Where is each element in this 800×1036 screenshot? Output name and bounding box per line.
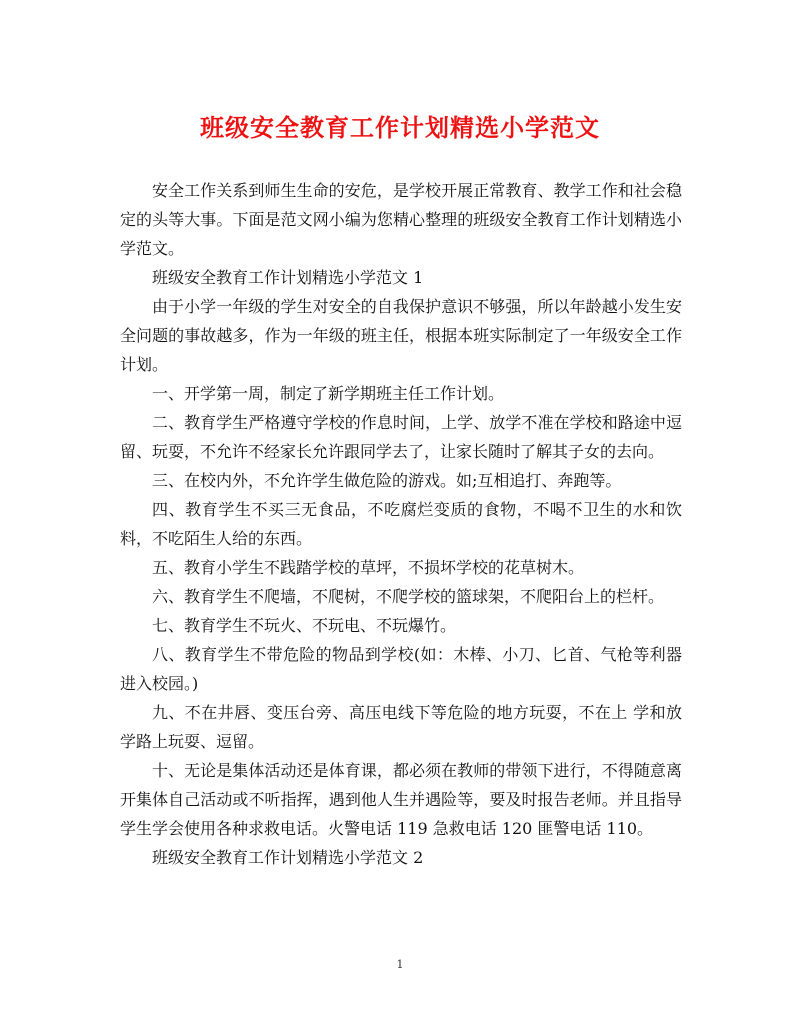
list-item-2: 二、教育学生严格遵守学校的作息时间，上学、放学不准在学校和路途中逗留、玩耍，不允许不经家长允许跟同学去了，让家长随时了解其子女的去向。: [120, 413, 682, 461]
page-number: 1: [396, 958, 404, 971]
list-item-6: 六、教育学生不爬墙，不爬树，不爬学校的篮球架，不爬阳台上的栏杆。: [152, 587, 665, 606]
paragraph-intro: 安全工作关系到师生生命的安危，是学校开展正常教育、教学工作和社会稳定的头等大事。下面是范文网小编为您精心整理的班级安全教育工作计划精选小学范文。: [120, 181, 682, 258]
list-item-7: 七、教育学生不玩火、不玩电、不玩爆竹。: [152, 616, 457, 635]
list-item-8: 八、教育学生不带危险的物品到学校(如：木棒、小刀、匕首、气枪等利器进入校园。): [120, 645, 682, 693]
list-item-4: 四、教育学生不买三无食品，不吃腐烂变质的食物，不喝不卫生的水和饮料，不吃陌生人给的东西。: [120, 500, 682, 548]
list-item-10: 十、无论是集体活动还是体育课，都必须在教师的带领下进行，不得随意离开集体自己活动或不听指挥，遇到他人生并遇险等，要及时报告老师。并且指导学生学会使用各种求救电话。火警电话 119 急救电话 120 匪警电话 110。: [120, 761, 682, 838]
list-item-9: 九、不在井唇、变压台旁、高压电线下等危险的地方玩耍，不在上 学和放学路上玩耍、逗留。: [120, 703, 682, 751]
section-heading-1: 班级安全教育工作计划精选小学范文 1: [152, 268, 424, 287]
section-heading-2: 班级安全教育工作计划精选小学范文 2: [152, 848, 424, 867]
list-item-1: 一、开学第一周，制定了新学期班主任工作计划。: [152, 384, 505, 403]
paragraph-background: 由于小学一年级的学生对安全的自我保护意识不够强，所以年龄越小发生安全问题的事故越多，作为一年级的班主任，根据本班实际制定了一年级安全工作计划。: [120, 297, 682, 374]
document-title: 班级安全教育工作计划精选小学范文: [200, 114, 600, 142]
list-item-5: 五、教育小学生不践踏学校的草坪，不损坏学校的花草树木。: [152, 558, 585, 577]
list-item-3: 三、在校内外，不允许学生做危险的游戏。如;互相追打、奔跑等。: [152, 471, 622, 490]
document-body: [120, 176, 682, 872]
